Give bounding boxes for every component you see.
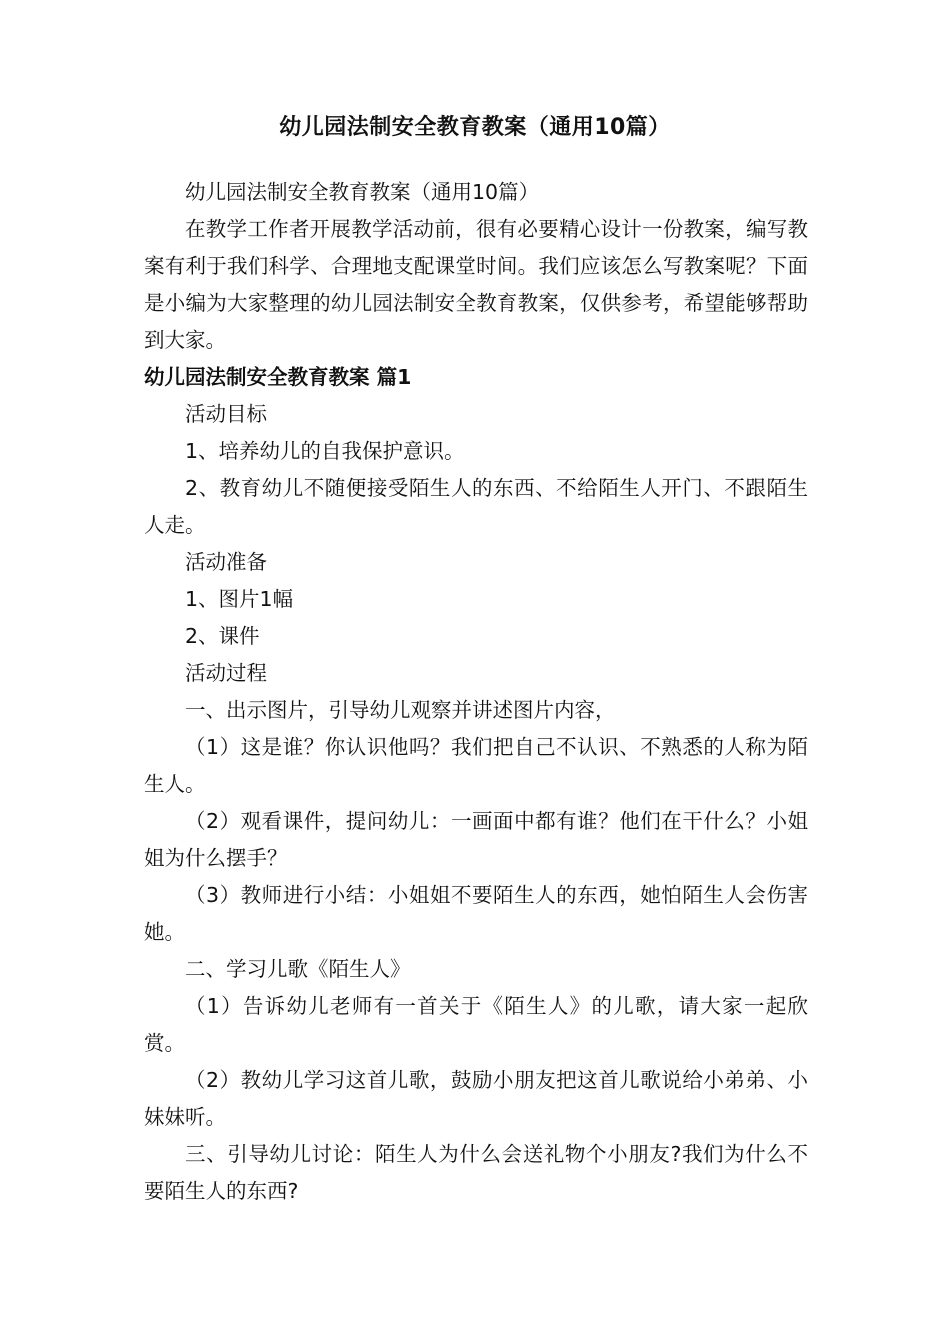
process-step-1: 一、出示图片，引导幼儿观察并讲述图片内容，: [185, 698, 616, 722]
activity-prep-heading: 活动准备: [185, 550, 267, 574]
prep-item-2: 2、课件: [185, 624, 260, 648]
prep-item-1: 1、图片1幅: [185, 587, 294, 611]
process-step-2-1: （1）告诉幼儿老师有一首关于《陌生人》的儿歌，请大家一起欣赏。: [144, 994, 808, 1055]
goal-item-1: 1、培养幼儿的自我保护意识。: [185, 439, 465, 463]
process-step-3: 三、引导幼儿讨论：陌生人为什么会送礼物个小朋友?我们为什么不要陌生人的东西?: [144, 1142, 808, 1203]
document-title: 幼儿园法制安全教育教案（通用10篇）: [279, 115, 671, 140]
process-step-1-1: （1）这是谁？你认识他吗？我们把自己不认识、不熟悉的人称为陌生人。: [144, 735, 808, 796]
process-step-1-3: （3）教师进行小结：小姐姐不要陌生人的东西，她怕陌生人会伤害她。: [144, 883, 808, 944]
process-step-1-2: （2）观看课件，提问幼儿：一画面中都有谁？他们在干什么？小姐姐为什么摆手？: [144, 809, 808, 870]
document-body: [144, 174, 808, 1210]
activity-goal-heading: 活动目标: [185, 402, 267, 426]
process-step-2-2: （2）教幼儿学习这首儿歌，鼓励小朋友把这首儿歌说给小弟弟、小妹妹听。: [144, 1068, 808, 1129]
goal-item-2: 2、教育幼儿不随便接受陌生人的东西、不给陌生人开门、不跟陌生人走。: [144, 476, 808, 537]
section-heading: 幼儿园法制安全教育教案 篇1: [144, 365, 412, 389]
process-step-2: 二、学习儿歌《陌生人》: [185, 957, 411, 981]
intro-paragraph: 在教学工作者开展教学活动前，很有必要精心设计一份教案，编写教案有利于我们科学、合理地支配课堂时间。我们应该怎么写教案呢？下面是小编为大家整理的幼儿园法制安全教育教案，仅供参考，希望能够帮助到大家。: [144, 217, 808, 352]
activity-process-heading: 活动过程: [185, 661, 267, 685]
subtitle-paragraph: 幼儿园法制安全教育教案（通用10篇）: [185, 180, 540, 204]
